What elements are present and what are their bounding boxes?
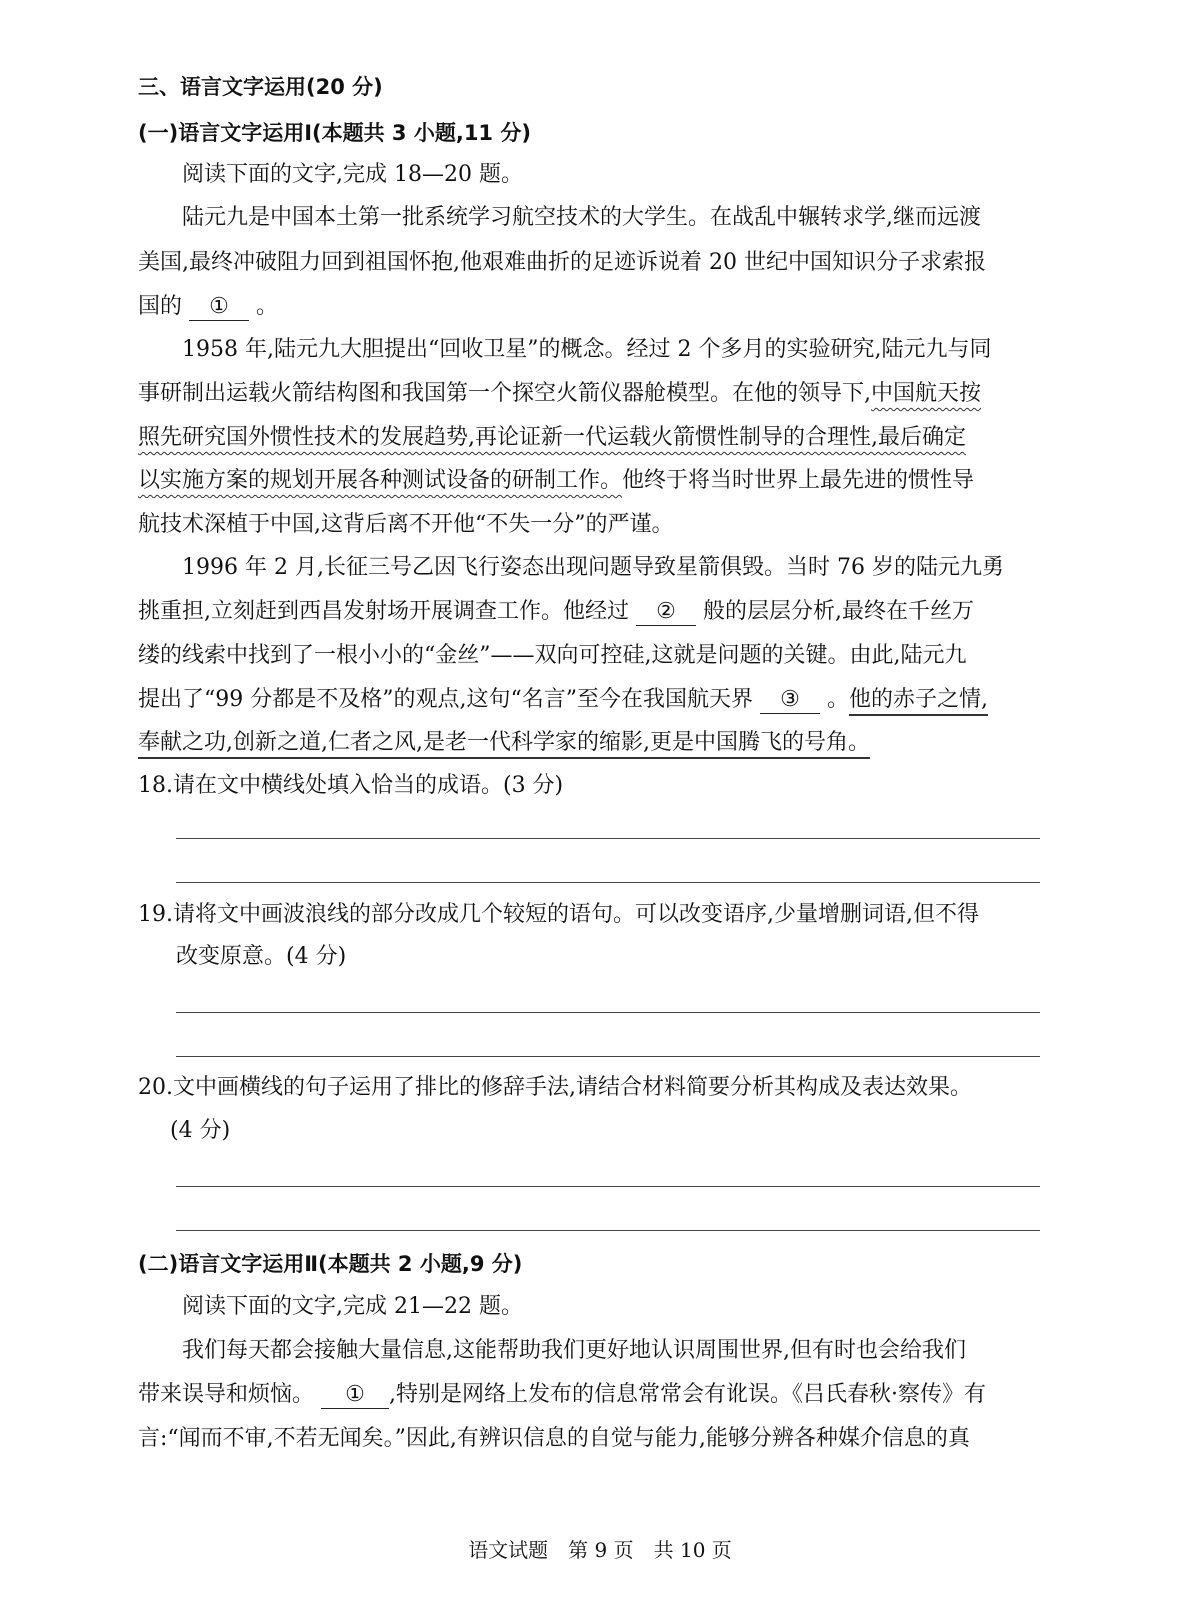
part1-instruction: 阅读下面的文字,完成 18—20 题。 (182, 162, 523, 187)
p2-line5: 航技术深植于中国,这背后离不开他“不失一分”的严谨。 (138, 512, 674, 537)
straight-underline-text: 奉献之功,创新之道,仁者之风,是老一代科学家的缩影,更是中国腾飞的号角。 (138, 730, 870, 755)
question-20: 20.文中画横线的句子运用了排比的修辞手法,请结合材料简要分析其构成及表达效果。 (138, 1075, 972, 1100)
p4-line3: 言:“闻而不审,不若无闻矣。”因此,有辨识信息的自觉与能力,能够分辨各种媒介信息的真 (138, 1426, 970, 1451)
wavy-underline-text: 照先研究国外惯性技术的发展趋势,再论证新一代运载火箭惯性制导的合理性,最后确定 (138, 425, 966, 450)
blank-1: ① (189, 294, 249, 321)
blank-3: ③ (760, 687, 820, 714)
p3-line5 (138, 728, 870, 758)
part1-title: (一)语言文字运用Ⅰ(本题共 3 小题,11 分) (138, 121, 531, 145)
p2-line1: 1958 年,陆元九大胆提出“回收卫星”的概念。经过 2 个多月的实验研究,陆元九与同 (182, 337, 992, 362)
p1-line3-text: 国的 (138, 294, 183, 319)
p4-line1: 我们每天都会接触大量信息,这能帮助我们更好地认识周围世界,但有时也会给我们 (182, 1338, 966, 1363)
p1-line3 (138, 292, 278, 322)
p2-line2-text: 事研制出运载火箭结构图和我国第一个探空火箭仪器舱模型。在他的领导下, (138, 381, 871, 406)
p3-line4 (138, 685, 988, 715)
page-footer: 语文试题 第 9 页 共 10 页 (468, 1538, 732, 1562)
section-title: 三、语言文字运用(20 分) (138, 75, 383, 99)
p2-line3 (138, 423, 966, 453)
answer-line[interactable] (176, 1186, 1040, 1187)
p4-line2-end: ,特别是网络上发布的信息常常会有讹误。《吕氏春秋·察传》有 (389, 1382, 987, 1407)
wavy-underline-text: 中国航天按 (871, 381, 982, 406)
p3-line2-end: 般的层层分析,最终在千丝万 (703, 599, 974, 624)
answer-line[interactable] (176, 838, 1040, 839)
part2-instruction: 阅读下面的文字,完成 21—22 题。 (182, 1294, 523, 1319)
answer-line[interactable] (176, 1230, 1040, 1231)
question-19: 19.请将文中画波浪线的部分改成几个较短的语句。可以改变语序,少量增删词语,但不得 (138, 902, 979, 927)
p4-line2 (138, 1380, 986, 1410)
question-19-cont: 改变原意。(4 分) (176, 944, 347, 969)
question-20-cont: (4 分) (170, 1118, 231, 1143)
p2-line4 (138, 466, 974, 496)
answer-line[interactable] (176, 882, 1040, 883)
p3-line2 (138, 597, 974, 627)
blank-2: ② (636, 599, 696, 626)
question-18: 18.请在文中横线处填入恰当的成语。(3 分) (138, 773, 564, 798)
p1-line1: 陆元九是中国本土第一批系统学习航空技术的大学生。在战乱中辗转求学,继而远渡 (182, 205, 981, 230)
p2-line2 (138, 379, 981, 409)
p3-line1: 1996 年 2 月,长征三号乙因飞行姿态出现问题导致星箭俱毁。当时 76 岁的陆元九勇 (182, 555, 1004, 580)
wavy-underline-text: 以实施方案的规划开展各种测试设备的研制工作。 (138, 468, 623, 493)
part2-title: (二)语言文字运用Ⅱ(本题共 2 小题,9 分) (138, 1252, 523, 1276)
p1-line3-end: 。 (256, 294, 279, 319)
p1-line2: 美国,最终冲破阻力回到祖国怀抱,他艰难曲折的足迹诉说着 20 世纪中国知识分子求索报 (138, 250, 986, 275)
p3-line2-text: 挑重担,立刻赶到西昌发射场开展调查工作。他经过 (138, 599, 629, 624)
p2-line4-text: 他终于将当时世界上最先进的惯性导 (622, 468, 975, 493)
p3-line4-end: 。 (826, 687, 849, 712)
answer-line[interactable] (176, 1056, 1040, 1057)
p4-line2-text: 带来误导和烦恼。 (138, 1382, 315, 1407)
p3-line3: 缕的线索中找到了一根小小的“金丝”——双向可控硅,这就是问题的关键。由此,陆元九 (138, 643, 967, 668)
straight-underline-text: 他的赤子之情, (849, 687, 988, 712)
p3-line4-text: 提出了“99 分都是不及格”的观点,这句“名言”至今在我国航天界 (138, 687, 753, 712)
answer-line[interactable] (176, 1012, 1040, 1013)
blank-1: ① (321, 1382, 389, 1409)
